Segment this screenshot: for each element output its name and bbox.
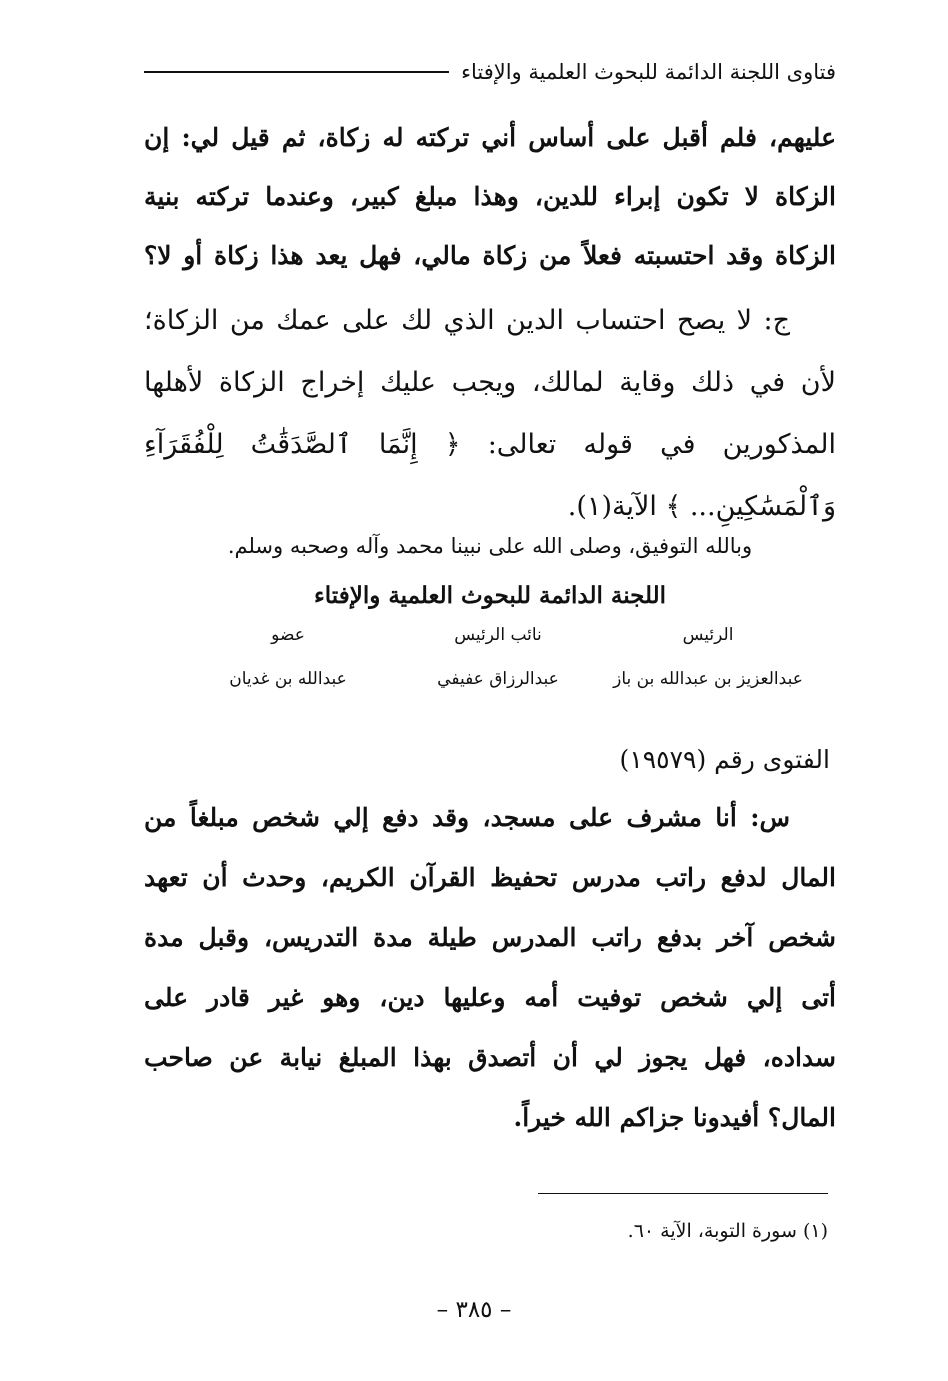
question-2-line: أتى إلي شخص توفيت أمه وعليها دين، وهو غير قادر على	[144, 983, 836, 1012]
answer-1-line: المذكورين في قوله تعالى: ﴿ إِنَّمَا ٱلصَّدَقَٰتُ لِلْفُقَرَآءِ	[144, 429, 836, 460]
signatory-vice-president	[398, 618, 598, 696]
signatory-role: نائب الرئيس	[454, 625, 542, 645]
question-2-line: س: أنا مشرف على مسجد، وقد دفع إلي شخص مبلغاً من	[144, 803, 790, 832]
answer-1-line: ج: لا يصح احتساب الدين الذي لك على عمك من الزكاة؛	[144, 305, 790, 336]
footnote-rule	[538, 1193, 828, 1194]
question-2-text	[144, 788, 836, 1148]
signatory-role: الرئيس	[682, 625, 734, 645]
question-1-text	[144, 108, 836, 285]
header-rule	[144, 71, 449, 73]
signatory-name: عبدالله بن غديان	[229, 669, 347, 689]
answer-1-line: وَٱلْمَسَٰكِينِ... ﴾ الآية(١).	[567, 491, 836, 522]
question-2-line: سداده، فهل يجوز لي أن أتصدق بهذا المبلغ نيابة عن صاحب	[144, 1043, 836, 1072]
question-1-line: الزكاة لا تكون إبراء للدين، وهذا مبلغ كبير، وعندما تركته بنية	[144, 182, 836, 211]
question-1-line: الزكاة وقد احتسبته فعلاً من زكاة مالي، فهل يعد هذا زكاة أو لا؟	[144, 241, 836, 270]
footnote: (١) سورة التوبة، الآية ٦٠.	[627, 1220, 828, 1242]
answer-1-text	[144, 290, 836, 538]
signatory-role: عضو	[271, 625, 305, 645]
question-2-line: المال؟ أفيدونا جزاكم الله خيراً.	[513, 1103, 836, 1132]
signatory-member	[188, 618, 388, 696]
signatories	[188, 618, 808, 696]
closing-formula: وبالله التوفيق، وصلى الله على نبينا محمد وآله وصحبه وسلم.	[227, 534, 753, 558]
signatory-name: عبدالعزيز بن عبدالله بن باز	[613, 669, 803, 689]
running-header-title: فتاوى اللجنة الدائمة للبحوث العلمية والإفتاء	[461, 60, 836, 84]
question-2-line: شخص آخر بدفع راتب المدرس طيلة مدة التدريس، وقبل مدة	[144, 923, 836, 952]
page-number: – ٣٨٥ –	[436, 1297, 512, 1323]
fatwa-number-heading: الفتوى رقم (١٩٥٧٩)	[619, 745, 830, 774]
answer-1-line: لأن في ذلك وقاية لمالك، ويجب عليك إخراج الزكاة لأهلها	[144, 367, 836, 398]
question-1-line: عليهم، فلم أقبل على أساس أني تركته له زكاة، ثم قيل لي: إن	[144, 123, 836, 152]
question-2-line: المال لدفع راتب مدرس تحفيظ القرآن الكريم، وحدث أن تعهد	[144, 863, 836, 892]
signatory-president	[608, 618, 808, 696]
signatory-name: عبدالرزاق عفيفي	[437, 669, 559, 689]
running-header	[144, 52, 836, 92]
committee-title: اللجنة الدائمة للبحوث العلمية والإفتاء	[313, 582, 667, 609]
